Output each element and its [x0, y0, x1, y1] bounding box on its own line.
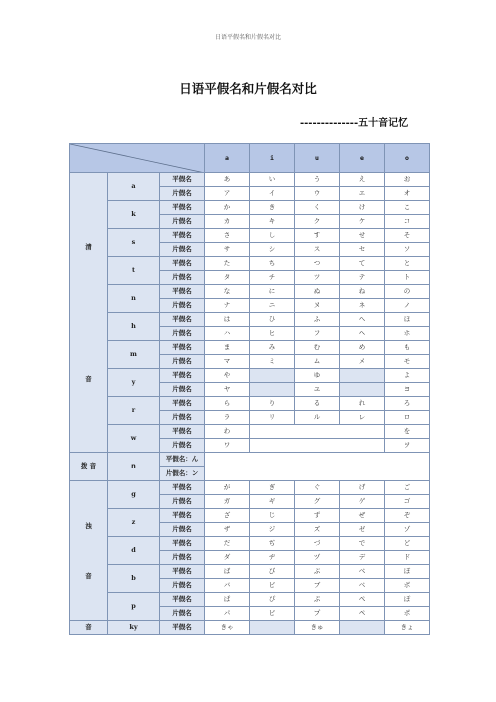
kana-row-z-hira: [70, 509, 430, 523]
katakana-b-a: バ: [205, 579, 250, 593]
katakana-p-o: ポ: [385, 607, 430, 621]
katakana-d-i: ヂ: [250, 551, 295, 565]
katakana-m-e: メ: [340, 355, 385, 369]
katakana-g-i: ギ: [250, 495, 295, 509]
katakana-label: 片假名: [160, 579, 205, 593]
hiragana-m-u: む: [295, 341, 340, 355]
boon-hira-pair: 平假名：ん: [160, 453, 205, 467]
consonant-m: m: [108, 341, 160, 369]
katakana-k-e: ケ: [340, 215, 385, 229]
katakana-a-u: ウ: [295, 187, 340, 201]
kana-row-b-hira: [70, 565, 430, 579]
hiragana-z-u: ず: [295, 509, 340, 523]
consonant-s: s: [108, 229, 160, 257]
katakana-label: 片假名: [160, 299, 205, 313]
kana-row-w-hira: [70, 425, 430, 439]
hiragana-p-o: ぽ: [385, 593, 430, 607]
hiragana-ky-a: きゃ: [205, 621, 250, 635]
katakana-h-i: ヒ: [250, 327, 295, 341]
hiragana-label: 平假名: [160, 481, 205, 495]
kana-table: [69, 143, 430, 635]
hiragana-label: 平假名: [160, 509, 205, 523]
katakana-h-a: ハ: [205, 327, 250, 341]
hiragana-b-u: ぶ: [295, 565, 340, 579]
vowel-header-u: u: [295, 144, 340, 173]
group-label-sei-1: 清: [85, 242, 92, 251]
hiragana-ky-e: [340, 621, 385, 635]
katakana-a-o: オ: [385, 187, 430, 201]
katakana-t-i: チ: [250, 271, 295, 285]
vowel-header-o: o: [385, 144, 430, 173]
kana-row-t-hira: [70, 257, 430, 271]
hiragana-label: 平假名: [160, 593, 205, 607]
hiragana-ky-o: きょ: [385, 621, 430, 635]
hiragana-h-o: ほ: [385, 313, 430, 327]
hiragana-g-i: ぎ: [250, 481, 295, 495]
boon-group-label: 拨 音: [70, 453, 108, 481]
katakana-z-a: ザ: [205, 523, 250, 537]
hiragana-h-u: ふ: [295, 313, 340, 327]
hiragana-a-i: い: [250, 173, 295, 187]
katakana-y-i: [250, 383, 295, 397]
katakana-s-e: セ: [340, 243, 385, 257]
hiragana-h-e: へ: [340, 313, 385, 327]
vowel-header-i: i: [250, 144, 295, 173]
hiragana-t-o: と: [385, 257, 430, 271]
kana-row-y-hira: [70, 369, 430, 383]
hiragana-p-i: ぴ: [250, 593, 295, 607]
hiragana-m-a: ま: [205, 341, 250, 355]
consonant-z: z: [108, 509, 160, 537]
consonant-d: d: [108, 537, 160, 565]
kana-row-k-hira: [70, 201, 430, 215]
corner-cell: [70, 144, 205, 173]
hiragana-z-e: ぜ: [340, 509, 385, 523]
hiragana-label: 平假名: [160, 369, 205, 383]
hiragana-label: 平假名: [160, 229, 205, 243]
yoon-group-label: 音: [70, 621, 108, 635]
katakana-g-a: ガ: [205, 495, 250, 509]
hiragana-s-o: そ: [385, 229, 430, 243]
katakana-z-u: ズ: [295, 523, 340, 537]
consonant-h: h: [108, 313, 160, 341]
hiragana-r-u: る: [295, 397, 340, 411]
vowel-header-a: a: [205, 144, 250, 173]
hiragana-label: 平假名: [160, 425, 205, 439]
katakana-y-u: ユ: [295, 383, 340, 397]
katakana-g-o: ゴ: [385, 495, 430, 509]
vowel-header-e: e: [340, 144, 385, 173]
hiragana-n-i: に: [250, 285, 295, 299]
diagonal-divider-icon: [70, 144, 205, 173]
page-header: 日语平假名和片假名对比: [214, 34, 281, 41]
kana-row-n-hira: [70, 285, 430, 299]
hiragana-t-u: つ: [295, 257, 340, 271]
hiragana-z-a: ざ: [205, 509, 250, 523]
katakana-s-o: ソ: [385, 243, 430, 257]
boon-blank-hira: [205, 453, 430, 481]
katakana-t-a: タ: [205, 271, 250, 285]
kana-row-g-hira: [70, 481, 430, 495]
hiragana-d-u: づ: [295, 537, 340, 551]
katakana-p-i: ピ: [250, 607, 295, 621]
katakana-g-u: グ: [295, 495, 340, 509]
hiragana-n-u: ぬ: [295, 285, 340, 299]
consonant-p: p: [108, 593, 160, 621]
katakana-n-u: ヌ: [295, 299, 340, 313]
hiragana-a-a: あ: [205, 173, 250, 187]
hiragana-s-u: す: [295, 229, 340, 243]
katakana-label: 片假名: [160, 327, 205, 341]
hiragana-m-e: め: [340, 341, 385, 355]
katakana-m-o: モ: [385, 355, 430, 369]
katakana-h-u: フ: [295, 327, 340, 341]
hiragana-h-i: ひ: [250, 313, 295, 327]
hiragana-label: 平假名: [160, 565, 205, 579]
hiragana-k-u: く: [295, 201, 340, 215]
group-label-daku-2: 音: [85, 571, 92, 580]
hiragana-b-i: び: [250, 565, 295, 579]
katakana-a-i: イ: [250, 187, 295, 201]
kana-row-r-hira: [70, 397, 430, 411]
hiragana-label: 平假名: [160, 257, 205, 271]
katakana-b-o: ボ: [385, 579, 430, 593]
hiragana-label: 平假名: [160, 201, 205, 215]
katakana-label: 片假名: [160, 243, 205, 257]
katakana-s-a: サ: [205, 243, 250, 257]
katakana-label: 片假名: [160, 551, 205, 565]
katakana-y-a: ヤ: [205, 383, 250, 397]
consonant-w: w: [108, 425, 160, 453]
hiragana-label: 平假名: [160, 537, 205, 551]
hiragana-s-i: し: [250, 229, 295, 243]
hiragana-k-o: こ: [385, 201, 430, 215]
hiragana-y-o: よ: [385, 369, 430, 383]
katakana-label: 片假名: [160, 215, 205, 229]
hiragana-r-a: ら: [205, 397, 250, 411]
katakana-label: 片假名: [160, 271, 205, 285]
katakana-label: 片假名: [160, 383, 205, 397]
katakana-r-u: ル: [295, 411, 340, 425]
hiragana-m-o: も: [385, 341, 430, 355]
katakana-n-i: ニ: [250, 299, 295, 313]
kana-row-h-hira: [70, 313, 430, 327]
katakana-b-e: ベ: [340, 579, 385, 593]
hiragana-g-a: が: [205, 481, 250, 495]
consonant-a: a: [108, 173, 160, 201]
hiragana-y-i: [250, 369, 295, 383]
hiragana-m-i: み: [250, 341, 295, 355]
hiragana-label: 平假名: [160, 397, 205, 411]
katakana-h-o: ホ: [385, 327, 430, 341]
katakana-t-u: ツ: [295, 271, 340, 285]
katakana-p-a: パ: [205, 607, 250, 621]
hiragana-p-u: ぷ: [295, 593, 340, 607]
katakana-label: 片假名: [160, 411, 205, 425]
hiragana-w-a: わ: [205, 425, 250, 439]
katakana-d-u: ヅ: [295, 551, 340, 565]
hiragana-k-i: き: [250, 201, 295, 215]
katakana-a-e: エ: [340, 187, 385, 201]
hiragana-w-i: [250, 425, 385, 439]
page-title: 日语平假名和片假名对比: [179, 81, 317, 96]
hiragana-k-a: か: [205, 201, 250, 215]
katakana-m-a: マ: [205, 355, 250, 369]
boon-row-hira: [70, 453, 430, 467]
hiragana-g-u: ぐ: [295, 481, 340, 495]
hiragana-g-e: げ: [340, 481, 385, 495]
hiragana-label: 平假名: [160, 341, 205, 355]
katakana-b-u: ブ: [295, 579, 340, 593]
katakana-label: 片假名: [160, 495, 205, 509]
hiragana-b-e: べ: [340, 565, 385, 579]
katakana-k-i: キ: [250, 215, 295, 229]
katakana-m-u: ム: [295, 355, 340, 369]
katakana-d-a: ダ: [205, 551, 250, 565]
consonant-y: y: [108, 369, 160, 397]
katakana-n-e: ネ: [340, 299, 385, 313]
hiragana-n-e: ね: [340, 285, 385, 299]
kana-row-d-hira: [70, 537, 430, 551]
katakana-label: 片假名: [160, 439, 205, 453]
katakana-w-o: ヲ: [385, 439, 430, 453]
katakana-g-e: ゲ: [340, 495, 385, 509]
hiragana-a-e: え: [340, 173, 385, 187]
katakana-z-i: ジ: [250, 523, 295, 537]
katakana-label: 片假名: [160, 187, 205, 201]
katakana-w-a: ワ: [205, 439, 250, 453]
hiragana-n-o: の: [385, 285, 430, 299]
hiragana-b-a: ば: [205, 565, 250, 579]
katakana-d-o: ド: [385, 551, 430, 565]
hiragana-label: 平假名: [160, 313, 205, 327]
consonant-ky: ky: [108, 621, 160, 635]
kana-row-p-hira: [70, 593, 430, 607]
katakana-k-a: カ: [205, 215, 250, 229]
hiragana-t-i: ち: [250, 257, 295, 271]
katakana-r-i: リ: [250, 411, 295, 425]
hiragana-z-o: ぞ: [385, 509, 430, 523]
katakana-w-i: [250, 439, 385, 453]
hiragana-h-a: は: [205, 313, 250, 327]
consonant-g: g: [108, 481, 160, 509]
hiragana-p-e: ぺ: [340, 593, 385, 607]
katakana-s-i: シ: [250, 243, 295, 257]
katakana-m-i: ミ: [250, 355, 295, 369]
kana-row-a-hira: [70, 173, 430, 187]
vowel-header-row: [70, 144, 430, 173]
kana-row-s-hira: [70, 229, 430, 243]
hiragana-b-o: ぼ: [385, 565, 430, 579]
hiragana-r-e: れ: [340, 397, 385, 411]
hiragana-y-a: や: [205, 369, 250, 383]
katakana-t-o: ト: [385, 271, 430, 285]
group-cell-sei: [70, 173, 108, 453]
hiragana-r-o: ろ: [385, 397, 430, 411]
katakana-k-o: コ: [385, 215, 430, 229]
katakana-y-e: [340, 383, 385, 397]
hiragana-s-a: さ: [205, 229, 250, 243]
hiragana-label: 平假名: [160, 285, 205, 299]
consonant-k: k: [108, 201, 160, 229]
katakana-k-u: ク: [295, 215, 340, 229]
katakana-b-i: ビ: [250, 579, 295, 593]
consonant-r: r: [108, 397, 160, 425]
hiragana-y-e: [340, 369, 385, 383]
hiragana-r-i: り: [250, 397, 295, 411]
hiragana-ky-u: きゅ: [295, 621, 340, 635]
katakana-r-a: ラ: [205, 411, 250, 425]
hiragana-d-a: だ: [205, 537, 250, 551]
hiragana-g-o: ご: [385, 481, 430, 495]
consonant-b: b: [108, 565, 160, 593]
hiragana-w-o: を: [385, 425, 430, 439]
hiragana-a-o: お: [385, 173, 430, 187]
group-label-sei-2: 音: [85, 374, 92, 383]
katakana-n-o: ノ: [385, 299, 430, 313]
group-cell-daku: [70, 481, 108, 621]
hiragana-t-a: た: [205, 257, 250, 271]
katakana-label: 片假名: [160, 355, 205, 369]
katakana-z-o: ゾ: [385, 523, 430, 537]
hiragana-label: 平假名: [160, 621, 205, 635]
katakana-h-e: ヘ: [340, 327, 385, 341]
katakana-r-o: ロ: [385, 411, 430, 425]
katakana-a-a: ア: [205, 187, 250, 201]
page-subtitle: --------------五十音记忆: [300, 118, 409, 129]
hiragana-n-a: な: [205, 285, 250, 299]
katakana-z-e: ゼ: [340, 523, 385, 537]
group-label-daku-1: 浊: [85, 521, 92, 530]
hiragana-ky-i: [250, 621, 295, 635]
kana-row-m-hira: [70, 341, 430, 355]
hiragana-k-e: け: [340, 201, 385, 215]
katakana-label: 片假名: [160, 523, 205, 537]
boon-kata-pair: 片假名：ン: [160, 467, 205, 481]
hiragana-d-i: ぢ: [250, 537, 295, 551]
katakana-d-e: デ: [340, 551, 385, 565]
katakana-n-a: ナ: [205, 299, 250, 313]
hiragana-s-e: せ: [340, 229, 385, 243]
hiragana-label: 平假名: [160, 173, 205, 187]
hiragana-d-e: で: [340, 537, 385, 551]
hiragana-t-e: て: [340, 257, 385, 271]
katakana-p-u: プ: [295, 607, 340, 621]
katakana-r-e: レ: [340, 411, 385, 425]
hiragana-d-o: ど: [385, 537, 430, 551]
katakana-s-u: ス: [295, 243, 340, 257]
hiragana-y-u: ゆ: [295, 369, 340, 383]
katakana-label: 片假名: [160, 607, 205, 621]
consonant-t: t: [108, 257, 160, 285]
hiragana-a-u: う: [295, 173, 340, 187]
boon-consonant-n: n: [108, 453, 160, 481]
kana-row-ky-hira: [70, 621, 430, 635]
hiragana-z-i: じ: [250, 509, 295, 523]
hiragana-p-a: ぱ: [205, 593, 250, 607]
katakana-p-e: ペ: [340, 607, 385, 621]
katakana-y-o: ヨ: [385, 383, 430, 397]
consonant-n: n: [108, 285, 160, 313]
katakana-t-e: テ: [340, 271, 385, 285]
